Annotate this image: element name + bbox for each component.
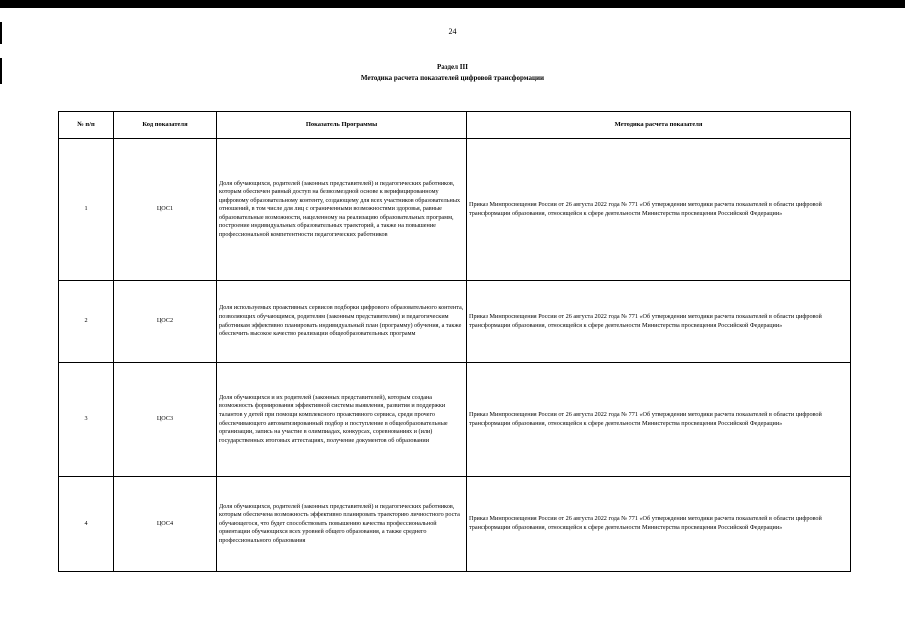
table-row	[59, 363, 851, 477]
methodology-table	[58, 111, 851, 572]
calculation-method: Приказ Минпросвещения России от 26 августа 2022 года № 771 «Об утверждении методики расчета показателей в области цифровой трансформации образования, относящейся к сфере деятельности Министерства просвещения Российской Федерации»	[467, 139, 851, 281]
header-code: Код показателя	[114, 112, 217, 139]
indicator-description: Доля обучающихся, родителей (законных представителей) и педагогических работников, которым обеспечена возможность эффективно планировать траекторию личностного роста обучающегося, что будет способствовать повышению качества профессиональной ориентации обучающихся всех уровней общего образования, а также среднего профессионального образования	[217, 477, 467, 572]
indicator-description: Доля обучающихся, родителей (законных представителей) и педагогических работников, которым обеспечен равный доступ на безвозмездной основе к верифицированному цифровому образовательному контенту, создающему для всех участников образовательных отношений, в том числе для лиц с ограниченными возможностями здоровья, равные образовательные возможности, нацеленному на реализацию образовательных программ, построение индивидуальных образовательных траекторий, а также на повышение профессиональной компетентности педагогических работников	[217, 139, 467, 281]
header-indicator: Показатель Программы	[217, 112, 467, 139]
scan-top-border	[0, 0, 905, 8]
table-header-row	[59, 112, 851, 139]
table-row	[59, 139, 851, 281]
calculation-method: Приказ Минпросвещения России от 26 августа 2022 года № 771 «Об утверждении методики расчета показателей в области цифровой трансформации образования, относящейся к сфере деятельности Министерства просвещения Российской Федерации»	[467, 281, 851, 363]
calculation-method: Приказ Минпросвещения России от 26 августа 2022 года № 771 «Об утверждении методики расчета показателей в области цифровой трансформации образования, относящейся к сфере деятельности Министерства просвещения Российской Федерации»	[467, 477, 851, 572]
row-number: 1	[59, 139, 114, 281]
indicator-code: ЦОС2	[114, 281, 217, 363]
row-number: 3	[59, 363, 114, 477]
row-number: 2	[59, 281, 114, 363]
indicator-description: Доля используемых проактивных сервисов подборки цифрового образовательного контента, позволяющих обучающимся, родителям (законным представителям) и педагогическим работникам эффективно планировать индивидуальный план (программу) обучения, а также обеспечить высокое качество реализации общеобразовательных программ	[217, 281, 467, 363]
section-title: Раздел III	[437, 63, 468, 71]
indicator-description: Доля обучающихся и их родителей (законных представителей), которым создана возможность формирования эффективной системы выявления, развития и поддержки талантов у детей при помощи комплексного проактивного сервиса, среди прочего обеспечивающего автоматизированный подбор и поступление в общеобразовательные организации, запись на участие в олимпиадах, конкурсах, соревнованиях и (или) государственных итоговых аттестациях, получение документов об образовании	[217, 363, 467, 477]
calculation-method: Приказ Минпросвещения России от 26 августа 2022 года № 771 «Об утверждении методики расчета показателей в области цифровой трансформации образования, относящейся к сфере деятельности Министерства просвещения Российской Федерации»	[467, 363, 851, 477]
indicator-code: ЦОС3	[114, 363, 217, 477]
indicator-code: ЦОС1	[114, 139, 217, 281]
header-num: № п/п	[59, 112, 114, 139]
header-method: Методика расчета показателя	[467, 112, 851, 139]
row-number: 4	[59, 477, 114, 572]
table-row	[59, 477, 851, 572]
section-subtitle: Методика расчета показателей цифровой трансформации	[360, 74, 545, 82]
table-row	[59, 281, 851, 363]
page-number: 24	[448, 27, 457, 36]
indicator-code: ЦОС4	[114, 477, 217, 572]
